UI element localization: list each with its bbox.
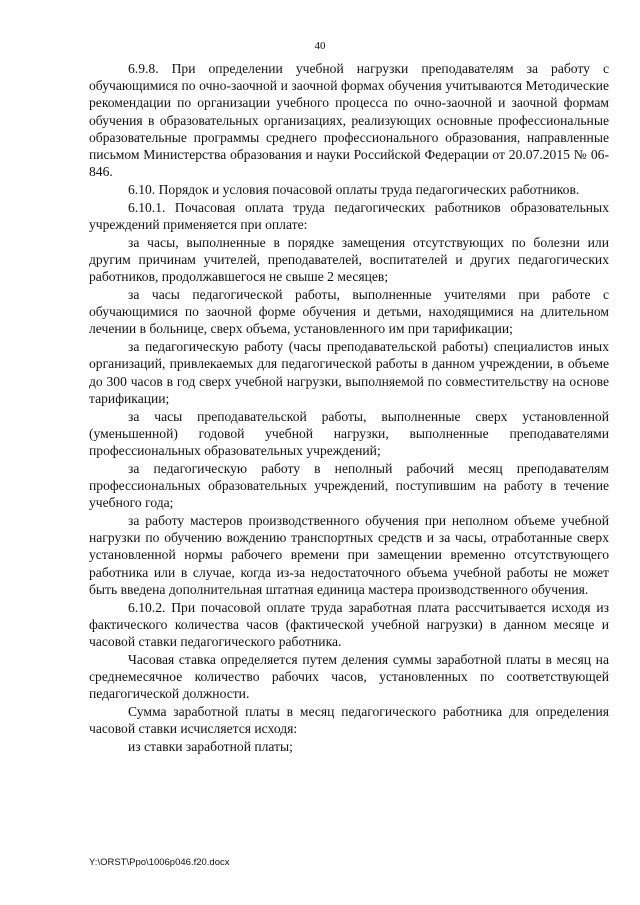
list-item: за работу мастеров производственного обучения при неполном объеме учебной нагрузки по обучению вождению транспортных средств и за часы, отработанные сверх установленной нормы рабочего времени при замещении временно отсутствующего работника или в случае, когда из-за недостаточного объема учебной работы не может быть введена дополнительная штатная единица мастера производственного обучения. [89,513,609,597]
paragraph-6-9-8: 6.9.8. При определении учебной нагрузки преподавателям за работу с обучающимися по очно-заочной и заочной формах обучения учитываются Методические рекомендации по организации учебного процесса по очно-заочной и заочной формам обучения в образовательных организациях, реализующих основные профессиональные образовательные программы среднего профессионального образования, направленные письмом Министерства образования и науки Российской Федерации от 20.07.2015 № 06-846. [89,61,609,180]
paragraph-6-10: 6.10. Порядок и условия почасовой оплаты труда педагогических работников. [128,182,580,198]
document-body [89,60,609,756]
paragraph-rate-basis: из ставки заработной платы; [128,739,293,755]
paragraph-6-10-1: 6.10.1. Почасовая оплата труда педагогических работников образовательных учреждений применяется при оплате: [89,199,609,233]
list-item: за педагогическую работу (часы преподавательской работы) специалистов иных организаций, привлекаемых для педагогической работы в данном учреждении, в объеме до 300 часов в год сверх учебной нагрузки, выполняемой по совместительству на основе тарификации; [89,339,609,406]
paragraph-6-10-2: 6.10.2. При почасовой оплате труда заработная плата рассчитывается исходя из фактического количества часов (фактической учебной нагрузки) в данном месяце и часовой ставки педагогического работника. [89,599,609,650]
paragraph-salary-sum: Сумма заработной платы в месяц педагогического работника для определения часовой ставки исчисляется исходя: [89,704,609,737]
page-number: 40 [314,40,326,52]
list-item: за часы, выполненные в порядке замещения отсутствующих по болезни или другим причинам учителей, преподавателей, воспитателей и других педагогических работников, продолжавшегося не свыше 2 месяцев; [89,234,609,285]
file-path-footer: Y:\ORST\Ppo\1006p046.f20.docx [89,857,230,868]
list-item: за часы педагогической работы, выполненные учителями при работе с обучающимися по заочной форме обучения и детьми, находящимися на длительном лечении в больнице, сверх объема, установленного им при тарификации; [89,287,609,337]
list-item: за часы преподавательской работы, выполненные сверх установленной (уменьшенной) годовой учебной нагрузки, выполненные преподавателями профессиональных образовательных учреждений; [89,408,609,459]
paragraph-hourly-rate: Часовая ставка определяется путем деления суммы заработной платы в месяц на среднемесячное количество рабочих часов, установленных по соответствующей педагогической должности. [89,651,609,702]
list-item: за педагогическую работу в неполный рабочий месяц преподавателям профессиональных образовательных учреждений, поступившим на работу в течение учебного года; [89,460,609,511]
